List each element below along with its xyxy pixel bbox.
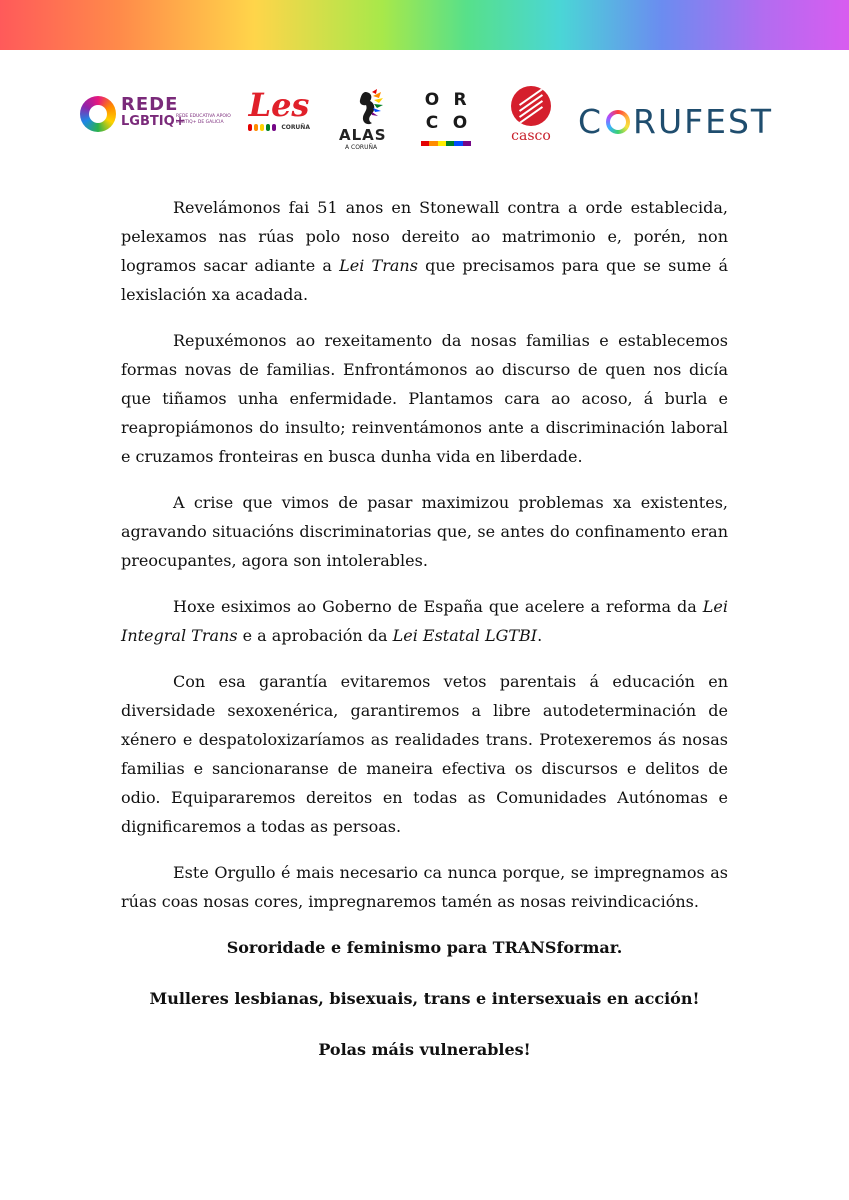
rainbow-dot	[260, 124, 264, 131]
paragraph-demands	[121, 592, 728, 650]
rede-lgbtiq-logo	[80, 92, 240, 142]
casco-emblem-icon	[511, 86, 551, 126]
paragraph-guarantee: Con esa garantía evitaremos vetos parentais á educación en diversidade sexoxenérica, garantiremos a libre autodeterminación de xénero e despatoloxizaríamos as realidades trans. Protexeremos ás nosas familias e sancionaranse de maneira efectiva os discursos e delitos de odio. Equipararemos dereitos en todas as Comunidades Autónomas e dignificaremos a todas as persoas.	[121, 672, 728, 836]
rede-small-text: REDE EDUCATIVA APOIO LGBTIQ+ DE GALICIA	[176, 114, 231, 125]
text-run: Revelámonos fai 51 anos en Stonewall contra a orde establecida, pelexamos nas rúas polo noso dereito ao matrimonio e, porén, non logramos sacar adiante a	[121, 198, 728, 275]
manifesto-body	[121, 193, 728, 1086]
orco-letter: O	[452, 113, 468, 133]
law-name: Lei Estatal LGTBI	[392, 626, 538, 645]
orco-letter: R	[453, 90, 467, 110]
alas-coruna-logo	[335, 88, 395, 154]
orco-logo	[418, 90, 474, 150]
rede-title: REDE	[121, 94, 179, 115]
text-run: que precisamos para que se sume á lexislación xa acadada.	[121, 256, 729, 304]
rede-ring-icon	[80, 96, 116, 132]
corufest-wordmark	[578, 102, 778, 141]
les-dots-row	[248, 124, 310, 131]
closing-line: Polas máis vulnerables!	[318, 1040, 531, 1059]
seahorse-icon	[335, 88, 395, 128]
text-run: Hoxe esiximos ao Goberno de España que acelere a reforma da	[173, 597, 703, 616]
orco-letter: O	[424, 90, 440, 110]
orco-rainbow-stripe	[421, 141, 471, 146]
rainbow-dot	[272, 124, 276, 131]
rainbow-dot	[248, 124, 252, 131]
logo-row	[0, 84, 849, 159]
law-name: Lei Integral Trans	[121, 597, 728, 645]
rainbow-header-bar	[0, 0, 849, 50]
les-wordmark: Les	[248, 86, 310, 124]
les-place: CORUÑA	[281, 124, 310, 131]
casco-logo	[506, 86, 556, 152]
rainbow-dot	[254, 124, 258, 131]
text-run: .	[537, 626, 543, 645]
orco-letter: C	[425, 113, 439, 133]
alas-wordmark: ALAS	[339, 126, 387, 144]
corufest-rest: RUFEST	[633, 102, 774, 141]
corufest-c: C	[578, 102, 604, 141]
corufest-logo	[578, 102, 778, 142]
orco-letters	[418, 90, 474, 133]
paragraph-stonewall	[121, 193, 728, 309]
rainbow-ring-icon	[606, 110, 630, 134]
rainbow-dot	[266, 124, 270, 131]
law-name: Lei Trans	[339, 256, 418, 275]
closing-line: Sororidade e feminismo para TRANSformar.	[226, 938, 623, 957]
casco-wordmark: casco	[511, 128, 551, 144]
paragraph-pride: Este Orgullo é mais necesario ca nunca porque, se impregnamos as rúas coas nosas cores, impregnaremos tamén as nosas reivindicacións.	[121, 863, 728, 911]
les-coruna-logo	[248, 88, 310, 148]
paragraph-families: Repuxémonos ao rexeitamento da nosas familias e establecemos formas novas de familias. Enfrontámonos ao discurso de quen nos dicía que tiñamos unha enfermidade. Plantamos cara ao acoso, á burla e reapropiámonos do insulto; reinventámonos ante a discriminación laboral e cruzamos fronteiras en busca dunha vida en liberdade.	[121, 331, 728, 466]
rede-subtitle: LGBTIQ+	[121, 114, 186, 129]
text-run: e a aprobación da	[237, 626, 393, 645]
closing-line: Mulleres lesbianas, bisexuais, trans e intersexuais en acción!	[149, 989, 700, 1008]
alas-place: A CORUÑA	[345, 144, 378, 151]
paragraph-crisis: A crise que vimos de pasar maximizou problemas xa existentes, agravando situacións discriminatorias que, se antes do confinamento eran preocupantes, agora son intolerables.	[121, 493, 728, 570]
